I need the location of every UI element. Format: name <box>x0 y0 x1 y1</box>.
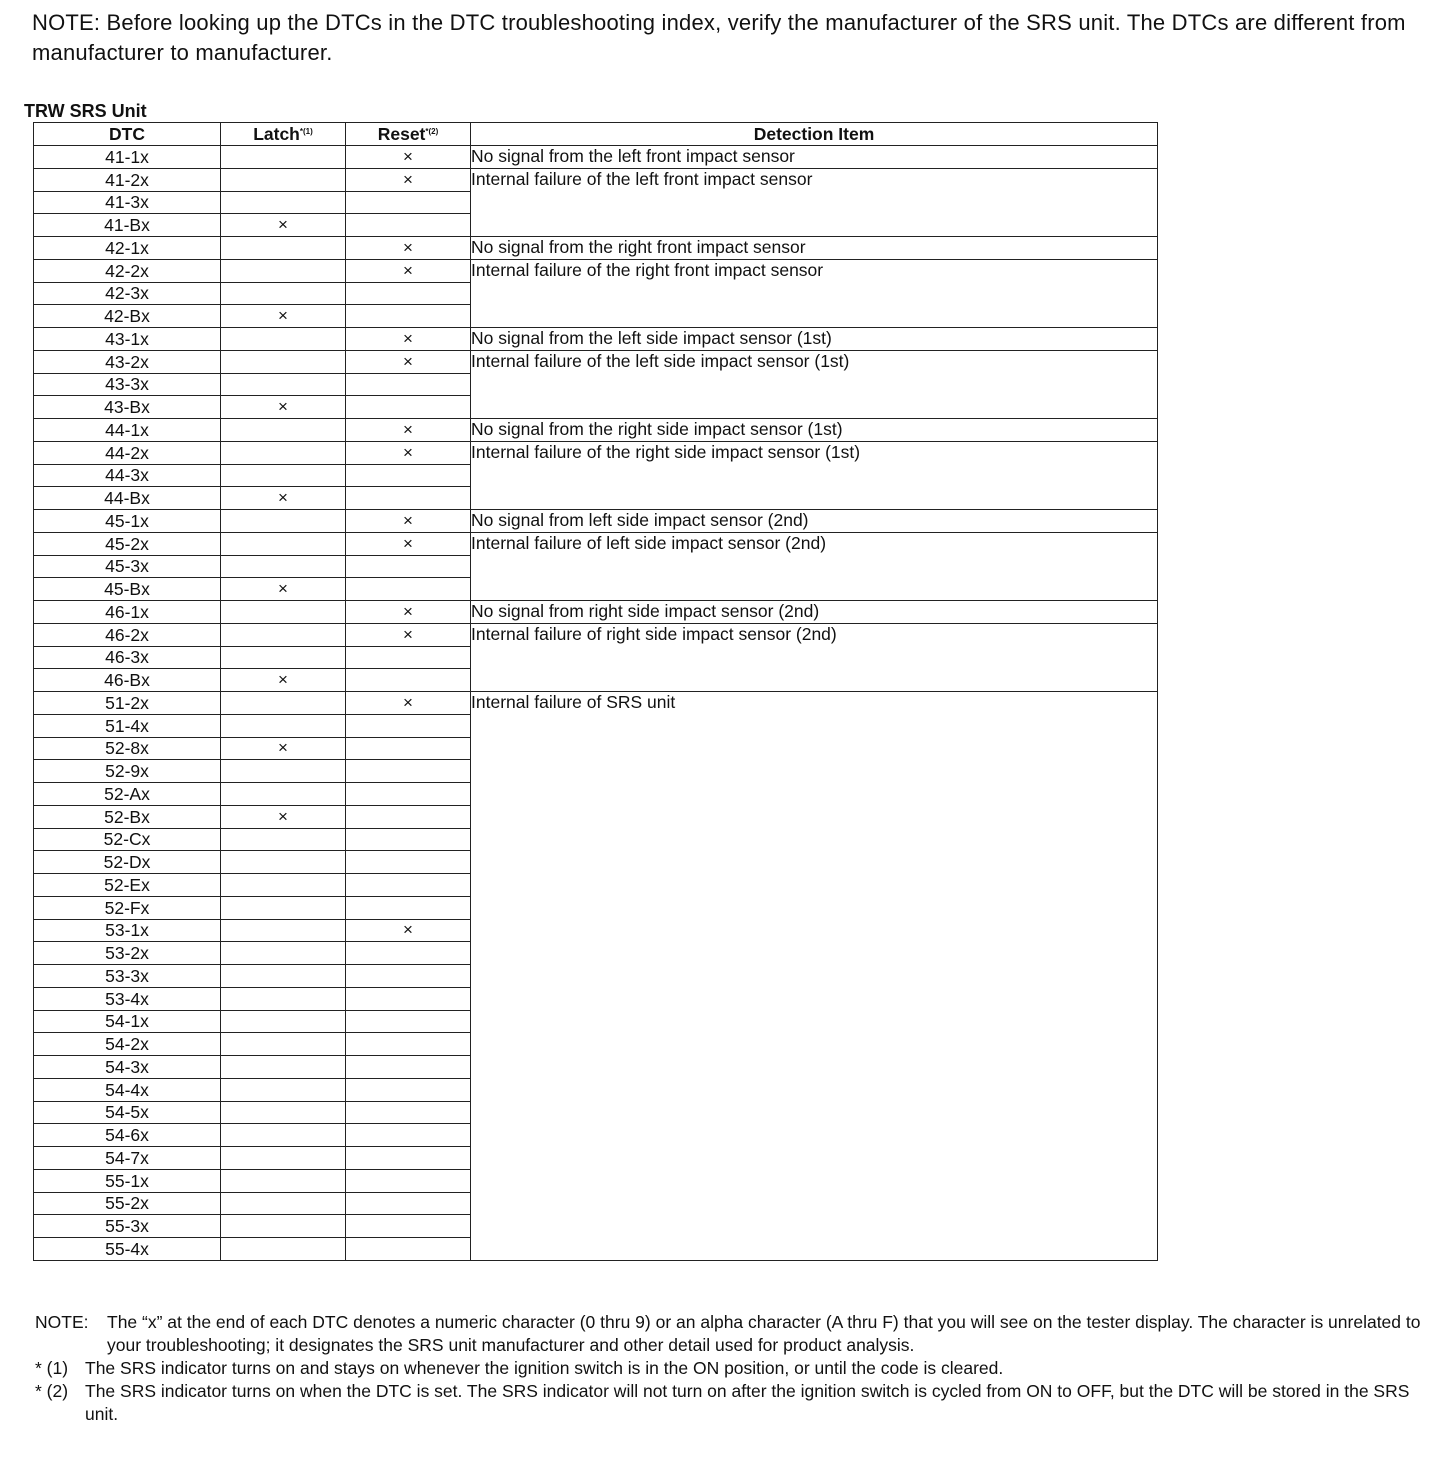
dtc-code-cell: 44-2x <box>34 441 221 464</box>
dtc-code-cell: 54-3x <box>34 1056 221 1079</box>
table-row <box>34 350 1158 373</box>
dtc-code-cell: 52-Cx <box>34 828 221 851</box>
reset-cell <box>346 1169 471 1192</box>
dtc-code-cell: 44-1x <box>34 419 221 442</box>
latch-cell <box>221 1147 346 1170</box>
table-row <box>34 328 1158 351</box>
reset-cell: × <box>346 350 471 373</box>
latch-cell <box>221 191 346 214</box>
reset-cell <box>346 646 471 669</box>
dtc-code-cell: 54-2x <box>34 1033 221 1056</box>
table-row <box>34 532 1158 555</box>
latch-cell <box>221 328 346 351</box>
dtc-code-cell: 42-Bx <box>34 305 221 328</box>
latch-cell <box>221 532 346 555</box>
latch-cell <box>221 1078 346 1101</box>
latch-cell <box>221 168 346 191</box>
latch-cell <box>221 692 346 715</box>
latch-cell <box>221 1124 346 1147</box>
dtc-code-cell: 53-4x <box>34 987 221 1010</box>
latch-cell <box>221 623 346 646</box>
reset-cell <box>346 1056 471 1079</box>
latch-cell <box>221 1056 346 1079</box>
dtc-code-cell: 53-2x <box>34 942 221 965</box>
latch-cell <box>221 419 346 442</box>
detection-item-cell: Internal failure of the left front impact sensor <box>471 168 1158 236</box>
dtc-code-cell: 42-3x <box>34 282 221 305</box>
latch-cell <box>221 441 346 464</box>
latch-cell <box>221 942 346 965</box>
latch-cell: × <box>221 669 346 692</box>
table-row <box>34 601 1158 624</box>
reset-cell <box>346 1033 471 1056</box>
latch-cell <box>221 1101 346 1124</box>
table-row <box>34 510 1158 533</box>
latch-cell: × <box>221 396 346 419</box>
latch-cell <box>221 282 346 305</box>
dtc-code-cell: 46-2x <box>34 623 221 646</box>
dtc-code-cell: 43-2x <box>34 350 221 373</box>
dtc-code-cell: 52-Bx <box>34 805 221 828</box>
detection-item-cell: Internal failure of the left side impact sensor (1st) <box>471 350 1158 418</box>
reset-cell <box>346 578 471 601</box>
reset-cell <box>346 896 471 919</box>
dtc-code-cell: 46-Bx <box>34 669 221 692</box>
reset-cell <box>346 1192 471 1215</box>
latch-cell <box>221 1215 346 1238</box>
detection-item-cell: No signal from the left front impact sensor <box>471 146 1158 169</box>
dtc-code-cell: 54-6x <box>34 1124 221 1147</box>
latch-cell <box>221 555 346 578</box>
footnote-2 <box>35 1380 1430 1426</box>
footnote-2-label: * (2) <box>35 1381 69 1401</box>
dtc-code-cell: 46-1x <box>34 601 221 624</box>
dtc-code-cell: 52-Ax <box>34 783 221 806</box>
dtc-table <box>33 122 1158 1261</box>
table-header-row <box>34 123 1158 146</box>
dtc-code-cell: 52-9x <box>34 760 221 783</box>
reset-cell <box>346 1010 471 1033</box>
reset-cell: × <box>346 692 471 715</box>
dtc-code-cell: 52-Ex <box>34 874 221 897</box>
reset-cell <box>346 942 471 965</box>
detection-item-cell: Internal failure of the right front impact sensor <box>471 259 1158 327</box>
reset-cell <box>346 373 471 396</box>
latch-cell <box>221 350 346 373</box>
latch-cell <box>221 237 346 260</box>
reset-cell <box>346 783 471 806</box>
reset-cell: × <box>346 532 471 555</box>
reset-cell: × <box>346 623 471 646</box>
dtc-code-cell: 42-1x <box>34 237 221 260</box>
reset-cell: × <box>346 146 471 169</box>
reset-cell <box>346 396 471 419</box>
header-dtc: DTC <box>34 123 221 146</box>
reset-footnote-ref: *(2) <box>425 127 439 136</box>
latch-cell: × <box>221 737 346 760</box>
dtc-code-cell: 45-3x <box>34 555 221 578</box>
dtc-code-cell: 54-7x <box>34 1147 221 1170</box>
latch-cell <box>221 646 346 669</box>
latch-cell <box>221 965 346 988</box>
detection-item-cell: No signal from left side impact sensor (2nd) <box>471 510 1158 533</box>
reset-cell: × <box>346 601 471 624</box>
latch-cell <box>221 760 346 783</box>
latch-cell <box>221 1192 346 1215</box>
dtc-code-cell: 55-3x <box>34 1215 221 1238</box>
reset-cell <box>346 851 471 874</box>
reset-cell <box>346 987 471 1010</box>
latch-cell: × <box>221 805 346 828</box>
latch-cell <box>221 464 346 487</box>
detection-item-cell: Internal failure of right side impact sensor (2nd) <box>471 623 1158 691</box>
reset-cell <box>346 1238 471 1261</box>
latch-cell <box>221 259 346 282</box>
detection-item-cell: No signal from right side impact sensor (2nd) <box>471 601 1158 624</box>
table-caption: TRW SRS Unit <box>24 101 147 121</box>
table-row <box>34 237 1158 260</box>
latch-footnote-ref: *(1) <box>299 127 313 136</box>
detection-item-cell: No signal from the right side impact sensor (1st) <box>471 419 1158 442</box>
top-note: NOTE: Before looking up the DTCs in the DTC troubleshooting index, verify the manufacturer of the SRS unit. The DTCs are different from manufacturer to manufacturer. <box>32 10 1406 65</box>
table-row <box>34 168 1158 191</box>
latch-cell <box>221 987 346 1010</box>
dtc-code-cell: 54-4x <box>34 1078 221 1101</box>
dtc-code-cell: 44-Bx <box>34 487 221 510</box>
dtc-code-cell: 46-3x <box>34 646 221 669</box>
reset-cell <box>346 1147 471 1170</box>
bottom-note <box>35 1311 1430 1357</box>
dtc-code-cell: 55-1x <box>34 1169 221 1192</box>
latch-cell <box>221 1169 346 1192</box>
latch-cell <box>221 1010 346 1033</box>
latch-cell <box>221 1238 346 1261</box>
reset-cell <box>346 965 471 988</box>
bottom-note-label: NOTE: <box>35 1312 89 1332</box>
dtc-code-cell: 51-2x <box>34 692 221 715</box>
dtc-code-cell: 45-2x <box>34 532 221 555</box>
header-latch: Latch$^{*(1)}$ <box>221 123 346 146</box>
table-row <box>34 441 1158 464</box>
reset-cell: × <box>346 328 471 351</box>
dtc-code-cell: 55-2x <box>34 1192 221 1215</box>
latch-cell <box>221 783 346 806</box>
dtc-code-cell: 41-Bx <box>34 214 221 237</box>
bottom-notes <box>35 1311 1430 1426</box>
reset-cell <box>346 464 471 487</box>
reset-cell: × <box>346 237 471 260</box>
dtc-code-cell: 43-3x <box>34 373 221 396</box>
dtc-code-cell: 52-8x <box>34 737 221 760</box>
latch-cell: × <box>221 214 346 237</box>
latch-cell <box>221 851 346 874</box>
reset-cell <box>346 874 471 897</box>
latch-cell <box>221 510 346 533</box>
table-row <box>34 259 1158 282</box>
dtc-code-cell: 44-3x <box>34 464 221 487</box>
dtc-code-cell: 41-2x <box>34 168 221 191</box>
dtc-table-body <box>34 146 1158 1261</box>
dtc-code-cell: 42-2x <box>34 259 221 282</box>
reset-cell <box>346 1078 471 1101</box>
detection-item-cell: Internal failure of SRS unit <box>471 692 1158 1261</box>
dtc-code-cell: 51-4x <box>34 714 221 737</box>
footnote-1 <box>35 1357 1430 1380</box>
latch-cell <box>221 896 346 919</box>
reset-cell <box>346 487 471 510</box>
reset-cell <box>346 760 471 783</box>
reset-cell: × <box>346 919 471 942</box>
reset-cell: × <box>346 510 471 533</box>
latch-cell <box>221 1033 346 1056</box>
dtc-code-cell: 53-3x <box>34 965 221 988</box>
dtc-code-cell: 53-1x <box>34 919 221 942</box>
dtc-code-cell: 41-1x <box>34 146 221 169</box>
dtc-code-cell: 45-Bx <box>34 578 221 601</box>
reset-cell <box>346 669 471 692</box>
reset-cell <box>346 714 471 737</box>
reset-cell <box>346 1215 471 1238</box>
reset-cell <box>346 737 471 760</box>
reset-cell <box>346 305 471 328</box>
reset-cell: × <box>346 441 471 464</box>
dtc-code-cell: 54-5x <box>34 1101 221 1124</box>
latch-cell: × <box>221 487 346 510</box>
detection-item-cell: No signal from the left side impact sensor (1st) <box>471 328 1158 351</box>
reset-cell <box>346 1101 471 1124</box>
latch-cell <box>221 146 346 169</box>
detection-item-cell: Internal failure of the right side impact sensor (1st) <box>471 441 1158 509</box>
reset-cell <box>346 555 471 578</box>
reset-cell: × <box>346 168 471 191</box>
reset-cell <box>346 805 471 828</box>
table-row <box>34 623 1158 646</box>
footnote-2-text: The SRS indicator turns on when the DTC is set. The SRS indicator will not turn on after the ignition switch is cycled from ON to OFF, but the DTC will be stored in the SRS unit. <box>85 1381 1410 1424</box>
footnote-1-label: * (1) <box>35 1358 69 1378</box>
latch-cell <box>221 919 346 942</box>
dtc-code-cell: 43-1x <box>34 328 221 351</box>
dtc-code-cell: 55-4x <box>34 1238 221 1261</box>
latch-cell <box>221 373 346 396</box>
dtc-code-cell: 43-Bx <box>34 396 221 419</box>
table-row <box>34 419 1158 442</box>
dtc-code-cell: 52-Dx <box>34 851 221 874</box>
reset-cell: × <box>346 259 471 282</box>
latch-cell <box>221 601 346 624</box>
reset-cell <box>346 282 471 305</box>
dtc-code-cell: 52-Fx <box>34 896 221 919</box>
reset-cell <box>346 214 471 237</box>
reset-cell <box>346 191 471 214</box>
dtc-code-cell: 54-1x <box>34 1010 221 1033</box>
reset-cell: × <box>346 419 471 442</box>
latch-cell <box>221 714 346 737</box>
bottom-note-text: The “x” at the end of each DTC denotes a numeric character (0 thru 9) or an alpha character (A thru F) that you will see on the tester display. The character is unrelated to your troubleshooting; it designates the SRS unit manufacturer and other detail used for product analysis. <box>107 1312 1421 1355</box>
table-row <box>34 692 1158 715</box>
detection-item-cell: Internal failure of left side impact sensor (2nd) <box>471 532 1158 600</box>
table-row <box>34 146 1158 169</box>
latch-cell: × <box>221 578 346 601</box>
latch-cell <box>221 874 346 897</box>
dtc-code-cell: 41-3x <box>34 191 221 214</box>
latch-cell: × <box>221 305 346 328</box>
dtc-code-cell: 45-1x <box>34 510 221 533</box>
latch-cell <box>221 828 346 851</box>
reset-cell <box>346 828 471 851</box>
header-reset: Reset$^{*(2)}$ <box>346 123 471 146</box>
reset-cell <box>346 1124 471 1147</box>
footnote-1-text: The SRS indicator turns on and stays on whenever the ignition switch is in the ON position, or until the code is cleared. <box>85 1358 1004 1378</box>
header-detection-item: Detection Item <box>471 123 1158 146</box>
detection-item-cell: No signal from the right front impact sensor <box>471 237 1158 260</box>
